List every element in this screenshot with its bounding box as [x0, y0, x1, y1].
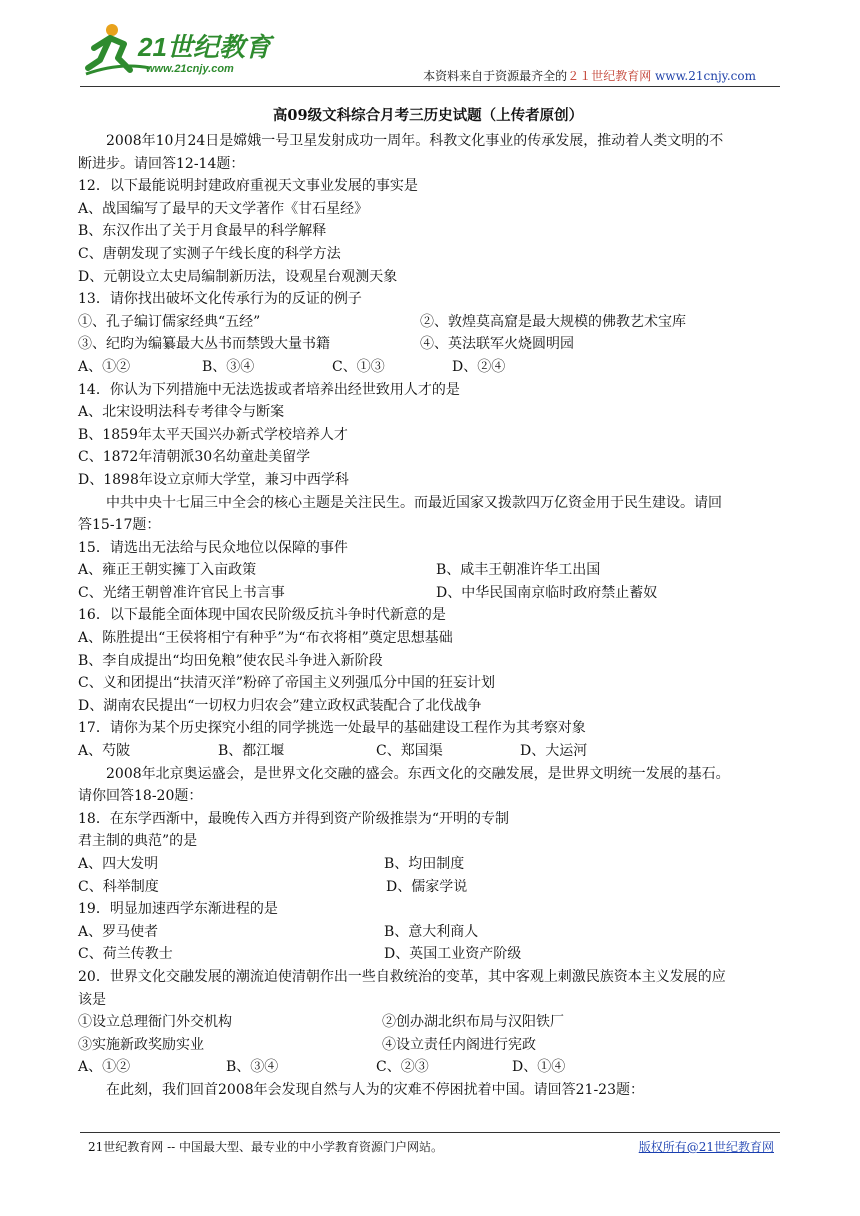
text-line: 中共中央十七届三中全会的核心主题是关注民生。而最近国家又拨款四万亿资金用于民生建设。请回: [106, 494, 722, 511]
text-line: [78, 1056, 778, 1079]
text-line: [78, 582, 778, 605]
text-line: D、元朝设立太史局编制新历法，设观星台观测天象: [78, 268, 398, 285]
text-line: A、北宋设明法科专考律令与断案: [78, 404, 285, 421]
question-lines: [78, 130, 778, 1102]
text-line: 该是: [78, 991, 106, 1008]
text-line: 17．请你为某个历史探究小组的同学挑选一处最早的基础建设工程作为其考察对象: [78, 720, 586, 737]
text-line: 13．请你找出破坏文化传承行为的反证的例子: [78, 291, 362, 308]
text-line: [78, 740, 778, 763]
text-line: [78, 1011, 778, 1034]
option-item: B、意大利商人: [384, 923, 479, 940]
site-logo[interactable]: [80, 18, 300, 78]
text-line: C、唐朝发现了实测子午线长度的科学方法: [78, 245, 341, 262]
footer-divider: [80, 1132, 780, 1133]
option-item: ②创办湖北织布局与汉阳铁厂: [382, 1014, 564, 1031]
text-line: 在此刻，我们回首2008年会发现自然与人为的灾难不停困扰着中国。请回答21-23题：: [106, 1081, 644, 1098]
text-line: [78, 921, 778, 944]
text-line: 16．以下最能全面体现中国农民阶级反抗斗争时代新意的是: [78, 607, 446, 624]
source-prefix: 本资料来自于资源最齐全的: [423, 69, 568, 83]
text-line: 20．世界文化交融发展的潮流迫使清朝作出一些自救统治的变革，其中客观上刺激民族资本主义发展的应: [78, 968, 726, 985]
text-line: C、1872年清朝派30名幼童赴美留学: [78, 449, 311, 466]
option-item: A、罗马使者: [78, 923, 159, 940]
option-item: ②、敦煌莫高窟是最大规模的佛教艺术宝库: [420, 313, 686, 330]
option-item: ①、孔子编订儒家经典“五经”: [78, 313, 261, 330]
footer-copyright-link[interactable]: 版权所有@21世纪教育网: [638, 1140, 774, 1154]
page-title: 高09级文科综合月考三历史试题（上传者原创）: [272, 107, 584, 124]
text-line: 15．请选出无法给与民众地位以保障的事件: [78, 539, 348, 556]
footer-text: 21世纪教育网 -- 中国最大型、最专业的中小学教育资源门户网站。: [88, 1140, 444, 1154]
exam-content: [78, 106, 778, 1102]
text-line: A、陈胜提出“王侯将相宁有种乎”为“布衣将相”奠定思想基础: [78, 630, 453, 647]
logo-url: www.21cnjy.com: [146, 63, 234, 75]
text-line: A、战国编写了最早的天文学著作《甘石星经》: [78, 200, 369, 217]
text-line: 18．在东学西渐中，最晚传入西方并得到资产阶级推崇为“开明的专制: [78, 810, 509, 827]
option-item: C、荷兰传教士: [78, 946, 173, 963]
option-item: C、郑国渠: [376, 743, 443, 760]
option-item: D、②④: [452, 358, 506, 375]
option-item: D、儒家学说: [386, 878, 468, 895]
text-line: [78, 943, 778, 966]
option-item: B、③④: [202, 358, 255, 375]
text-line: [78, 356, 778, 379]
text-line: 断进步。请回答12-14题：: [78, 155, 245, 172]
text-line: 19．明显加速西学东渐进程的是: [78, 901, 278, 918]
option-item: C、①③: [332, 358, 385, 375]
option-item: A、①②: [78, 358, 131, 375]
text-line: [78, 853, 778, 876]
option-item: A、①②: [78, 1059, 131, 1076]
text-line: [78, 333, 778, 356]
text-line: 答15-17题：: [78, 517, 161, 534]
text-line: D、1898年设立京师大学堂，兼习中西学科: [78, 471, 349, 488]
logo-text: 21世纪教育: [138, 32, 271, 62]
text-line: 2008年10月24日是嫦娥一号卫星发射成功一周年。科教文化事业的传承发展，推动着人类文明的不: [106, 133, 724, 149]
option-item: B、咸丰王朝准许华工出国: [436, 562, 601, 579]
text-line: C、义和团提出“扶清灭洋”粉碎了帝国主义列强瓜分中国的狂妄计划: [78, 675, 496, 692]
option-item: D、大运河: [520, 743, 588, 760]
text-line: B、1859年太平天国兴办新式学校培养人才: [78, 426, 348, 443]
option-item: ③、纪昀为编纂最大丛书而禁毁大量书籍: [78, 336, 330, 353]
text-line: 12．以下最能说明封建政府重视天文事业发展的事实是: [78, 178, 418, 195]
option-item: ④设立责任内阁进行宪政: [382, 1036, 536, 1053]
option-item: C、光绪王朝曾准许官民上书言事: [78, 584, 285, 601]
option-item: D、中华民国南京临时政府禁止蓄奴: [436, 584, 658, 601]
source-brand[interactable]: ２１世纪教育网: [567, 69, 652, 83]
text-line: [78, 1034, 778, 1057]
option-item: A、四大发明: [78, 856, 159, 872]
text-line: [78, 559, 778, 582]
text-line: 君主制的典范”的是: [78, 833, 198, 850]
text-line: 请你回答18-20题：: [78, 788, 203, 805]
option-item: B、都江堰: [218, 743, 285, 760]
option-item: B、均田制度: [384, 856, 465, 872]
header-source: [423, 67, 756, 84]
text-line: [78, 311, 778, 334]
text-line: 2008年北京奥运盛会，是世界文化交融的盛会。东西文化的交融发展，是世界文明统一发展的基石。: [106, 765, 730, 782]
text-line: [78, 876, 778, 899]
option-item: A、雍正王朝实擁丁入亩政策: [78, 562, 257, 579]
text-line: 14．你认为下列措施中无法选拔或者培养出经世致用人才的是: [78, 381, 460, 398]
option-item: ③实施新政奖励实业: [78, 1036, 204, 1053]
text-line: B、东汉作出了关于月食最早的科学解释: [78, 223, 327, 240]
option-item: D、英国工业资产阶级: [384, 946, 522, 963]
option-item: B、③④: [226, 1059, 279, 1076]
header-divider: [80, 86, 780, 87]
option-item: C、科举制度: [78, 878, 159, 895]
source-link[interactable]: www.21cnjy.com: [655, 69, 756, 83]
runner-logo-icon: [80, 18, 300, 78]
option-item: ①设立总理衙门外交机构: [78, 1014, 232, 1031]
option-item: D、①④: [512, 1059, 566, 1076]
option-item: C、②③: [376, 1059, 429, 1076]
text-line: D、湖南农民提出“一切权力归农会”建立政权武装配合了北伐战争: [78, 697, 482, 714]
text-line: B、李自成提出“均田免粮”使农民斗争进入新阶段: [78, 652, 383, 669]
option-item: A、芍陂: [78, 743, 131, 760]
option-item: ④、英法联军火烧圆明园: [420, 336, 574, 353]
